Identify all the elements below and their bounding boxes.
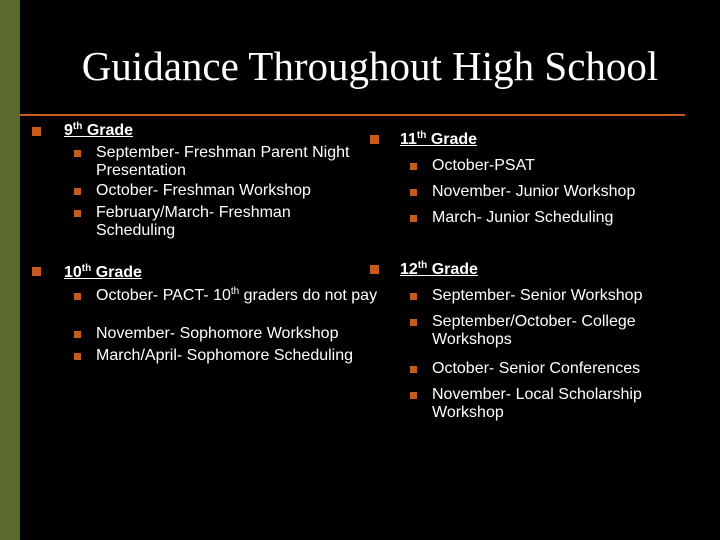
bullet-icon xyxy=(74,150,81,157)
bullet-icon xyxy=(410,319,417,326)
bullet-icon xyxy=(410,366,417,373)
title-divider xyxy=(20,114,685,116)
bullet-icon xyxy=(74,331,81,338)
bullet-icon xyxy=(74,188,81,195)
grade-10-bullet-icon xyxy=(32,267,41,276)
bullet-icon xyxy=(410,215,417,222)
grade-11-bullet-icon xyxy=(370,135,379,144)
grade-12-item: November- Local Scholarship Workshop xyxy=(432,386,642,421)
grade-9-item: September- Freshman Parent Night Presentation xyxy=(96,144,350,179)
grade-10-heading: 10th Grade xyxy=(64,263,142,281)
grade-11-item: March- Junior Scheduling xyxy=(432,209,614,226)
grade-10-item: November- Sophomore Workshop xyxy=(96,325,339,342)
grade-9-item: February/March- Freshman Scheduling xyxy=(96,204,291,239)
bullet-icon xyxy=(74,293,81,300)
grade-11-item: November- Junior Workshop xyxy=(432,183,636,200)
bullet-icon xyxy=(74,210,81,217)
grade-12-item: September- Senior Workshop xyxy=(432,287,643,304)
grade-9-heading: 9th Grade xyxy=(64,121,134,139)
grade-9-bullet-icon xyxy=(32,127,41,136)
grade-12-heading: 12th Grade xyxy=(400,260,478,278)
bullet-icon xyxy=(74,353,81,360)
bullet-icon xyxy=(410,293,417,300)
bullet-icon xyxy=(410,392,417,399)
grade-12-item: September/October- College Workshops xyxy=(432,313,636,348)
grade-11-item: October-PSAT xyxy=(432,157,535,174)
grade-9-item: October- Freshman Workshop xyxy=(96,182,311,199)
bullet-icon xyxy=(410,189,417,196)
grade-10-item: March/April- Sophomore Scheduling xyxy=(96,347,354,364)
grade-11-heading: 11th Grade xyxy=(400,130,478,148)
bullet-icon xyxy=(410,163,417,170)
side-accent-bar xyxy=(0,0,20,540)
grade-12-item: October- Senior Conferences xyxy=(432,360,641,377)
grade-10-item: October- PACT- 10th graders do not pay xyxy=(96,286,378,304)
grade-12-bullet-icon xyxy=(370,265,379,274)
slide-title: Guidance Throughout High School xyxy=(81,43,659,89)
